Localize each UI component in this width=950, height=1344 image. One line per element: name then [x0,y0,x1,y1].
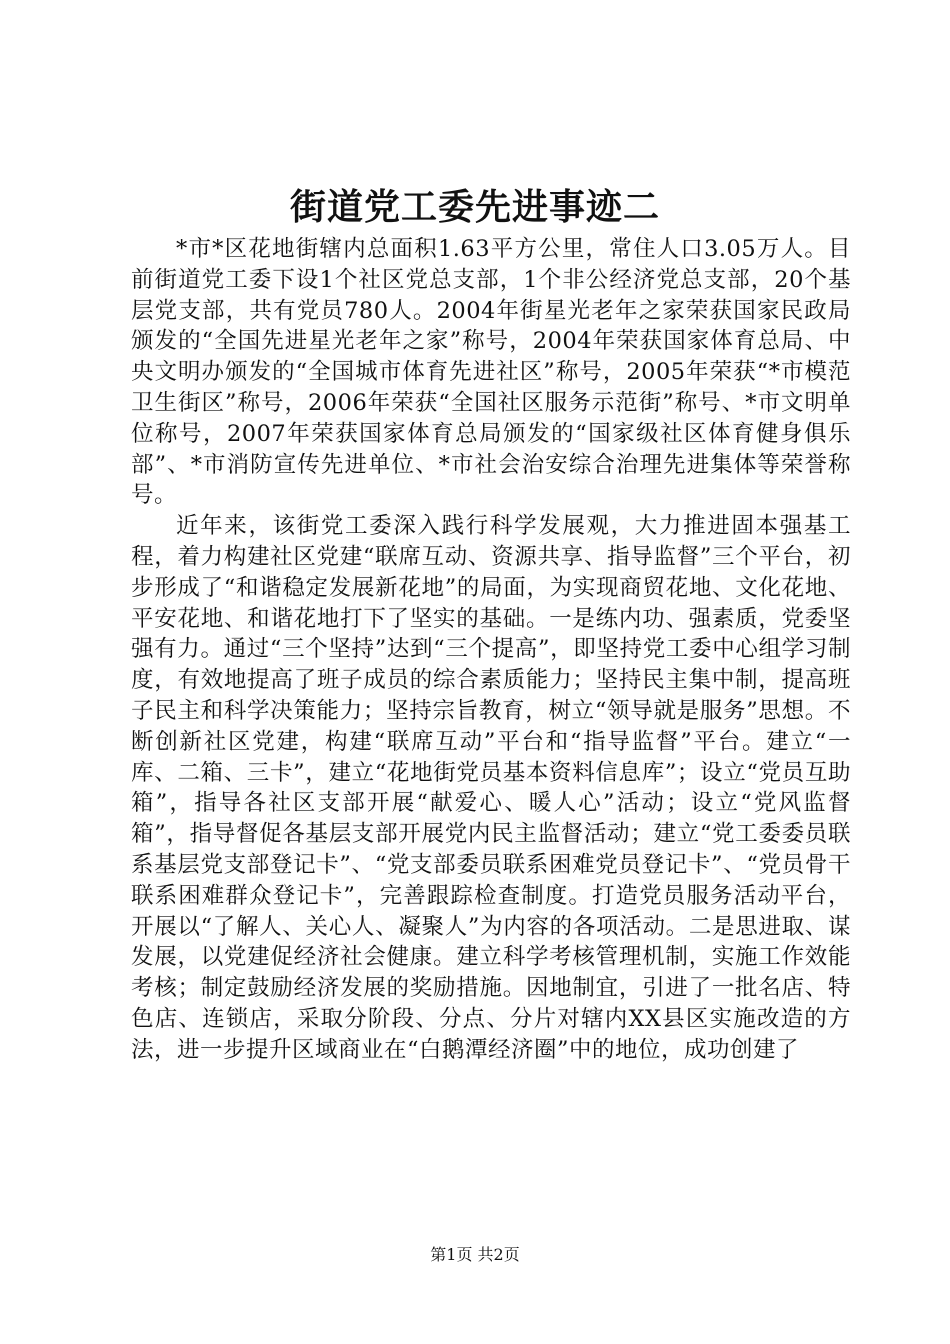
document-title: 街道党工委先进事迹二 [289,186,660,228]
document-body [131,234,851,1066]
page-number-footer: 第1页 共2页 [430,1245,520,1264]
paragraph-1: *市*区花地街辖内总面积1.63平方公里，常住人口3.05万人。目前街道党工委下设1个社区党总支部，1个非公经济党总支部，20个基层党支部，共有党员780人。2004年街星光老年之家荣获国家民政局颁发的“全国先进星光老年之家”称号，2004年荣获国家体育总局、中央文明办颁发的“全国城市体育先进社区”称号，2005年荣获“*市模范卫生街区”称号，2006年荣获“全国社区服务示范街”称号、*市文明单位称号，2007年荣获国家体育总局颁发的“国家级社区体育健身俱乐部”、*市消防宣传先进单位、*市社会治安综合治理先进集体等荣誉称号。 [131,236,851,509]
paragraph-2: 近年来，该街党工委深入践行科学发展观，大力推进固本强基工程，着力构建社区党建“联席互动、资源共享、指导监督”三个平台，初步形成了“和谐稳定发展新花地”的局面，为实现商贸花地、文化花地、平安花地、和谐花地打下了坚实的基础。一是练内功、强素质，党委坚强有力。通过“三个坚持”达到“三个提高”，即坚持党工委中心组学习制度，有效地提高了班子成员的综合素质能力；坚持民主集中制，提高班子民主和科学决策能力；坚持宗旨教育，树立“领导就是服务”思想。不断创新社区党建，构建“联席互动”平台和“指导监督”平台。建立“一库、二箱、三卡”，建立“花地街党员基本资料信息库”；设立“党员互助箱”，指导各社区支部开展“献爱心、暖人心”活动；设立“党风监督箱”，指导督促各基层支部开展党内民主监督活动；建立“党工委委员联系基层党支部登记卡”、“党支部委员联系困难党员登记卡”、“党员骨干联系困难群众登记卡”，完善跟踪检查制度。打造党员服务活动平台，开展以“了解人、关心人、凝聚人”为内容的各项活动。二是思进取、谋发展，以党建促经济社会健康。建立科学考核管理机制，实施工作效能考核；制定鼓励经济发展的奖励措施。因地制宜，引进了一批名店、特色店、连锁店，采取分阶段、分点、分片对辖内XX县区实施改造的方法，进一步提升区域商业在“白鹅潭经济圈”中的地位，成功创建了 [131,513,851,1063]
